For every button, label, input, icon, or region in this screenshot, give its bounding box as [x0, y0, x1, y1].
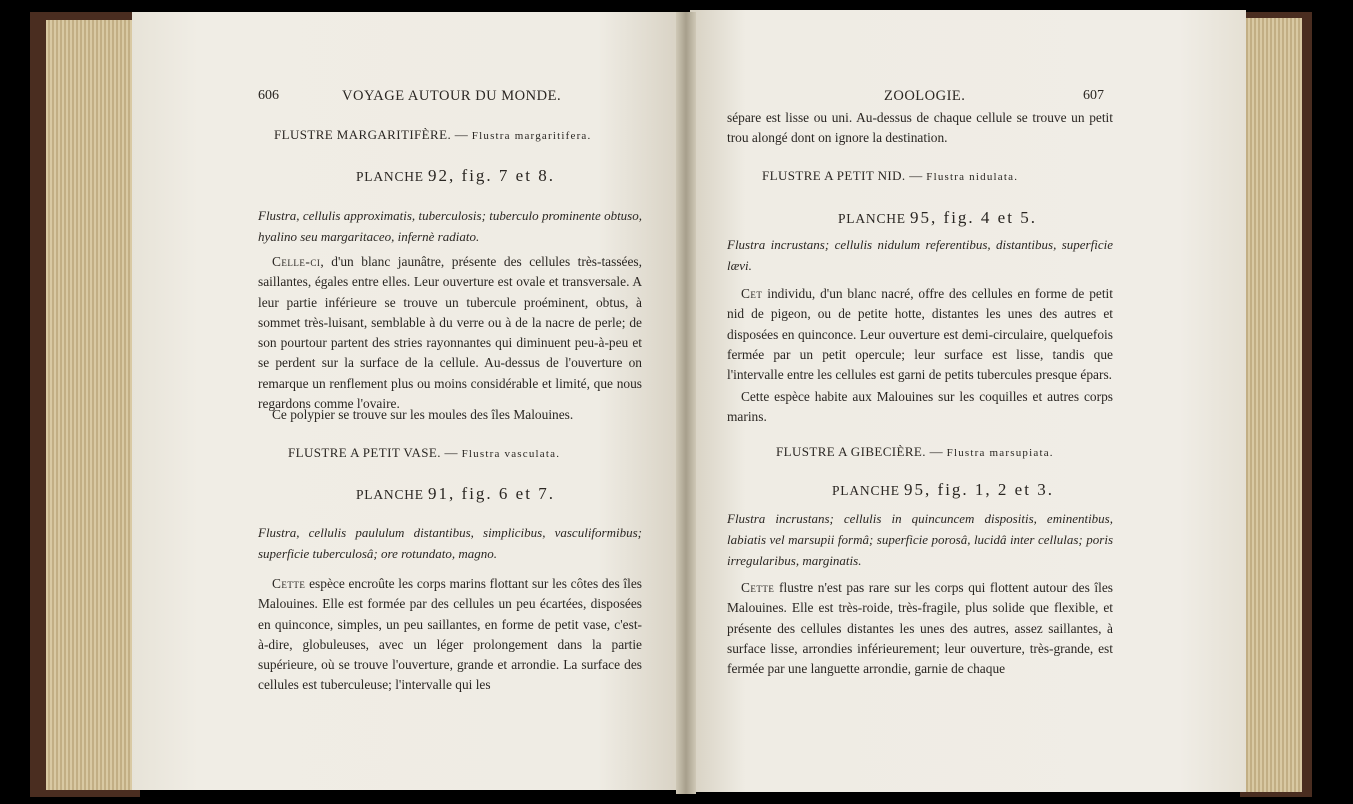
body-paragraph — [258, 574, 642, 696]
plate-figure: 92, fig. 7 et 8. — [428, 166, 555, 185]
plate-label: PLANCHE — [356, 169, 424, 184]
running-head-right: ZOOLOGIE. — [884, 88, 966, 104]
species-heading — [762, 168, 1018, 184]
species-heading-fr: FLUSTRE A PETIT NID. — — [762, 168, 923, 183]
body-paragraph — [258, 405, 642, 425]
paragraph-text: sépare est lisse ou uni. Au-dessus de chaque cellule se trouve un petit trou alongé dont on ignore la destination. — [727, 110, 1113, 146]
page-edges-right — [1244, 18, 1302, 792]
species-heading-fr: FLUSTRE MARGARITIFÈRE. — — [274, 127, 469, 142]
plate-figure: 95, fig. 4 et 5. — [910, 208, 1037, 227]
latin-diagnosis: Flustra incrustans; cellulis in quincuncem dispositis, eminentibus, labiatis vel marsupii formâ; superficie porosâ, lucidâ inter cellulas; poris irregularibus, marginatis. — [727, 511, 1113, 568]
page-edges-left — [46, 20, 134, 790]
running-head-left: VOYAGE AUTOUR DU MONDE. — [342, 88, 562, 104]
species-heading-fr: FLUSTRE A GIBECIÈRE. — — [776, 444, 943, 459]
species-heading — [274, 127, 591, 143]
species-heading-fr: FLUSTRE A PETIT VASE. — — [288, 445, 458, 460]
paragraph-lead: Cette — [741, 580, 775, 595]
paragraph-lead: Cet — [741, 286, 763, 301]
body-paragraph — [727, 108, 1113, 149]
plate-label: PLANCHE — [832, 483, 900, 498]
body-paragraph — [727, 387, 1113, 428]
species-heading-latin: Flustra marsupiata. — [946, 447, 1054, 459]
paragraph-text: individu, d'un blanc nacré, offre des cellules en forme de petit nid de pigeon, ou de petite hotte, distantes les unes des autres et disposées en quinconce. Leur ouverture est demi-circulaire, quelquefois fermée par un petit opercule; leur surface est lisse, tandis que l'intervalle entre les cellules est garni de petits tubercules presque épars. — [727, 286, 1113, 383]
paragraph-lead: Cette — [272, 576, 306, 591]
paragraph-text: Ce polypier se trouve sur les moules des îles Malouines. — [272, 407, 574, 422]
paragraph-text: flustre n'est pas rare sur les corps qui flottent autour des îles Malouines. Elle est très-roide, très-fragile, plus solide que flexible, et présente des cellules distantes les unes des autres, assez saillantes, à surface lisse, arrondies inférieurement; leur ouverture, très-grande, est fermée par une languette arrondie, garnie de chaque — [727, 580, 1113, 677]
species-heading — [776, 444, 1054, 460]
paragraph-text: Cette espèce habite aux Malouines sur les coquilles et autres corps marins. — [727, 389, 1113, 425]
paragraph-text: espèce encroûte les corps marins flottant sur les côtes des îles Malouines. Elle est formée par des cellules un peu écartées, disposées en quinconce, simples, un peu saillantes, en forme de petit vase, c'est-à-dire, globuleuses, avec un léger prolongement dans la partie supérieure, où se trouve l'ouverture, grande et arrondie. La surface des cellules est tuberculeuse; l'intervalle qui les — [258, 576, 642, 693]
species-heading — [288, 445, 560, 461]
plate-figure: 95, fig. 1, 2 et 3. — [904, 480, 1054, 499]
plate-label: PLANCHE — [838, 211, 906, 226]
species-heading-latin: Flustra margaritifera. — [471, 130, 592, 142]
plate-label: PLANCHE — [356, 487, 424, 502]
latin-diagnosis: Flustra incrustans; cellulis nidulum referentibus, distantibus, superficie lævi. — [727, 237, 1113, 273]
folio-left: 606 — [258, 88, 279, 103]
body-paragraph — [258, 252, 642, 414]
body-paragraph — [727, 578, 1113, 679]
plate-reference — [832, 480, 1054, 500]
latin-diagnosis: Flustra, cellulis paululum distantibus, simplicibus, vasculiformibus; superficie tuberculosâ; ore rotundato, magno. — [258, 525, 642, 561]
plate-reference — [356, 484, 555, 504]
paragraph-text: , d'un blanc jaunâtre, présente des cellules très-tassées, saillantes, égales entre elles. Leur ouverture est ovale et transversale. A leur partie inférieure se trouve un tubercule proéminent, obtus, à sommet très-luisant, semblable à du verre ou à de la nacre de perle; de son pourtour partent des stries rayonnantes qui diminuent peu-à-peu et se perdent sur la surface de la cellule. Au-dessus de l'ouverture on remarque un renflement plus ou moins considérable et limité, que nous regardons comme l'ovaire. — [258, 254, 642, 412]
plate-reference — [838, 208, 1037, 228]
folio-right: 607 — [1083, 88, 1104, 103]
paragraph-lead: Celle-ci — [272, 254, 321, 269]
plate-reference — [356, 166, 555, 186]
body-paragraph — [727, 284, 1113, 385]
species-heading-latin: Flustra vasculata. — [461, 448, 561, 460]
plate-figure: 91, fig. 6 et 7. — [428, 484, 555, 503]
book-gutter — [676, 12, 696, 794]
latin-diagnosis: Flustra, cellulis approximatis, tuberculosis; tuberculo prominente obtuso, hyalino seu margaritaceo, infernè radiato. — [258, 208, 642, 244]
species-heading-latin: Flustra nidulata. — [926, 171, 1019, 183]
